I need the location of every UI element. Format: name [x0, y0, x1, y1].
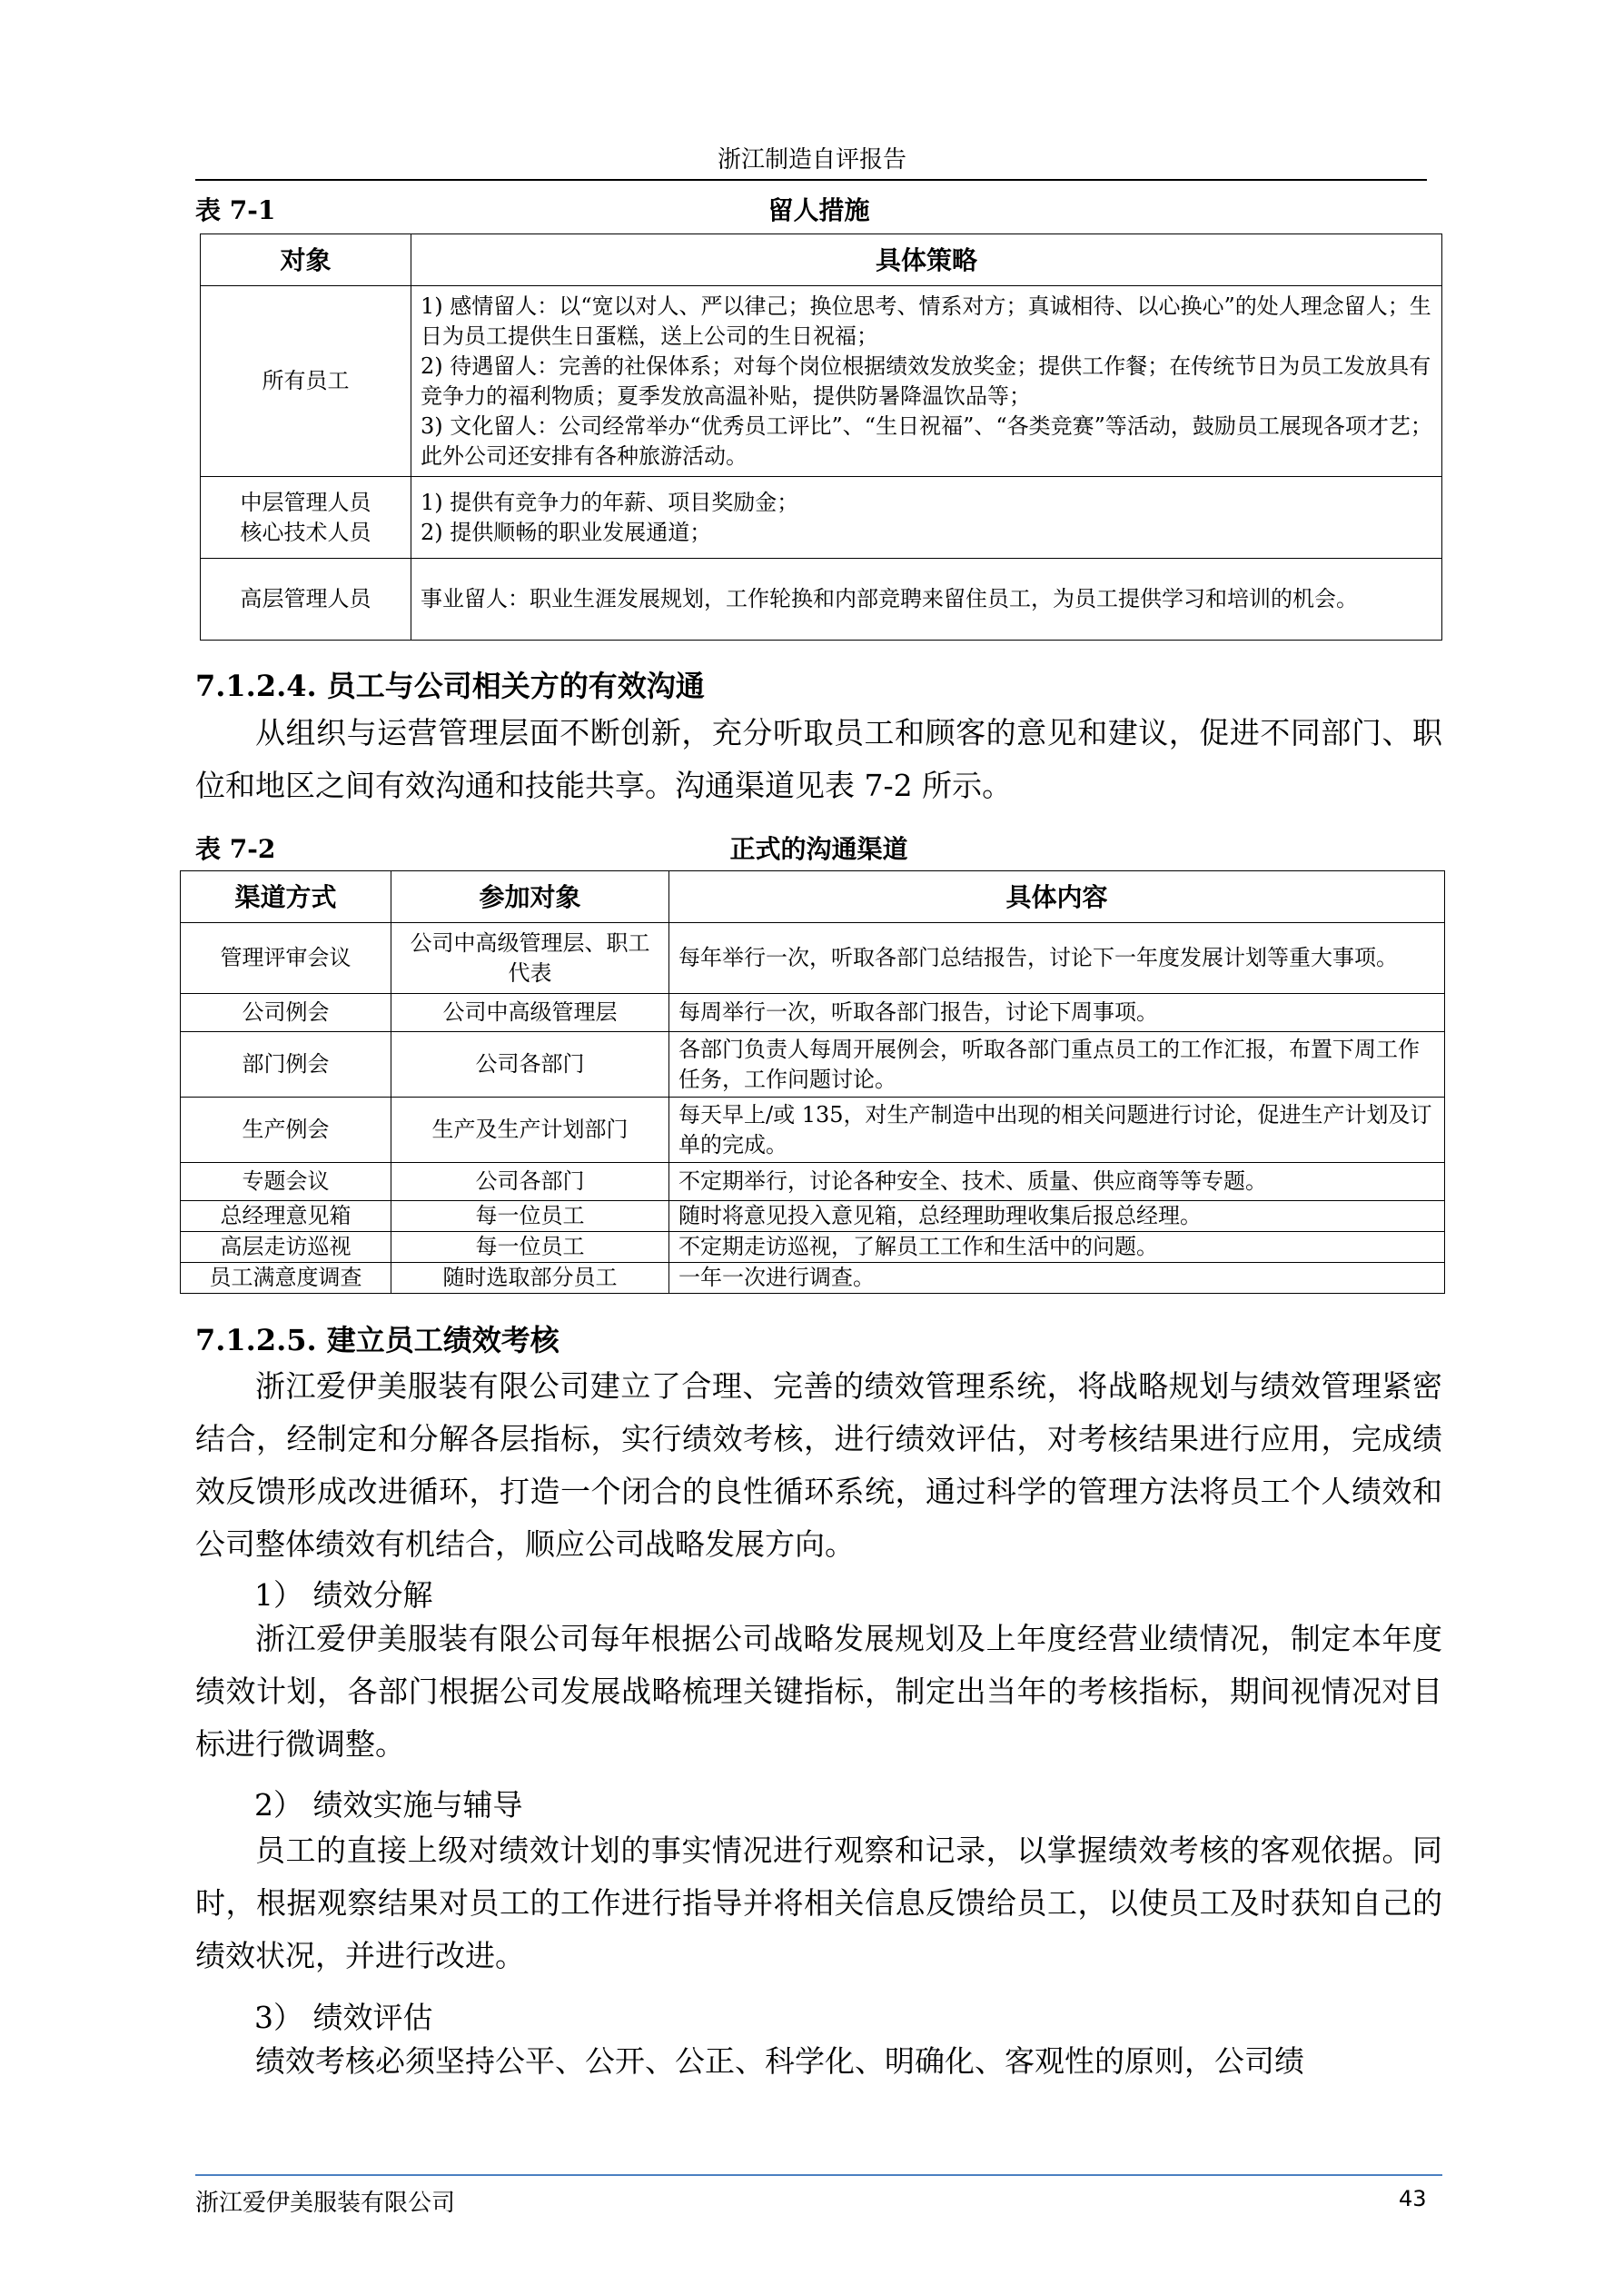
table-row [181, 1098, 1445, 1163]
list-item-decomposition: 1） 绩效分解 [254, 1577, 433, 1613]
cell-content: 不定期举行，讨论各种安全、技术、质量、供应商等等专题。 [669, 1163, 1445, 1201]
cell-participants: 公司中高级管理层 [391, 994, 669, 1032]
cell-channel: 员工满意度调查 [181, 1263, 391, 1294]
strategy-line: 2) 待遇留人：完善的社保体系；对每个岗位根据绩效发放奖金；提供工作餐；在传统节日为员工发放具有竞争力的福利物质；夏季发放高温补贴，提供防暑降温饮品等； [421, 353, 1431, 409]
section-heading-performance: 7.1.2.5. 建立员工绩效考核 [195, 1323, 559, 1357]
target-line: 中层管理人员 [240, 489, 371, 515]
table-row [201, 477, 1442, 559]
table-row [181, 1163, 1445, 1201]
cell-strategy [411, 286, 1442, 477]
table2-title: 正式的沟通渠道 [729, 834, 908, 864]
cell-target: 高层管理人员 [201, 559, 411, 641]
retention-table [200, 233, 1442, 641]
cell-participants: 随时选取部分员工 [391, 1263, 669, 1294]
target-line: 核心技术人员 [240, 519, 371, 545]
footer-divider [195, 2174, 1442, 2176]
paragraph-text: 浙江爱伊美服装有限公司每年根据公司战略发展规划及上年度经营业绩情况，制定本年度绩效计划，各部门根据公司发展战略梳理关键指标，制定出当年的考核指标，期间视情况对目标进行微调整。 [195, 1621, 1442, 1762]
paragraph-text: 员工的直接上级对绩效计划的事实情况进行观察和记录，以掌握绩效考核的客观依据。同时，根据观察结果对员工的工作进行指导并将相关信息反馈给员工，以使员工及时获知自己的绩效状况，并进行改进。 [195, 1833, 1442, 1973]
table2-caption [195, 830, 1442, 866]
cell-content: 一年一次进行调查。 [669, 1263, 1445, 1294]
column-header-strategy: 具体策略 [411, 234, 1442, 286]
cell-channel: 专题会议 [181, 1163, 391, 1201]
cell-target [201, 477, 411, 559]
page-number: 43 [1399, 2186, 1427, 2211]
cell-channel: 生产例会 [181, 1098, 391, 1163]
column-header-channel: 渠道方式 [181, 871, 391, 923]
cell-target: 所有员工 [201, 286, 411, 477]
cell-content: 各部门负责人每周开展例会，听取各部门重点员工的工作汇报，布置下周工作任务，工作问题讨论。 [669, 1032, 1445, 1098]
paragraph-text: 绩效考核必须坚持公平、公开、公正、科学化、明确化、客观性的原则，公司绩 [255, 2043, 1304, 2079]
evaluation-paragraph [195, 2035, 1442, 2088]
cell-channel: 管理评审会议 [181, 923, 391, 994]
column-header-content: 具体内容 [669, 871, 1445, 923]
cell-channel: 总经理意见箱 [181, 1201, 391, 1232]
paragraph-text: 浙江爱伊美服装有限公司建立了合理、完善的绩效管理系统，将战略规划与绩效管理紧密结合，经制定和分解各层指标，实行绩效考核，进行绩效评估，对考核结果进行应用，完成绩效反馈形成改进循环，打造一个闭合的良性循环系统，通过科学的管理方法将员工个人绩效和公司整体绩效有机结合，顺应公司战略发展方向。 [195, 1368, 1442, 1562]
table-row [181, 1232, 1445, 1263]
cell-strategy [411, 477, 1442, 559]
column-header-participants: 参加对象 [391, 871, 669, 923]
cell-content: 每天早上/或 135，对生产制造中出现的相关问题进行讨论，促进生产计划及订单的完成。 [669, 1098, 1445, 1163]
table1-number: 表 7-1 [195, 195, 276, 225]
table-row [201, 559, 1442, 641]
header-divider [195, 179, 1427, 181]
table1-title: 留人措施 [767, 195, 870, 225]
cell-channel: 公司例会 [181, 994, 391, 1032]
implementation-paragraph [195, 1824, 1442, 1982]
footer-company: 浙江爱伊美服装有限公司 [195, 2190, 456, 2217]
table-row [181, 1032, 1445, 1098]
cell-participants: 公司各部门 [391, 1032, 669, 1098]
cell-strategy: 事业留人：职业生涯发展规划，工作轮换和内部竞聘来留住员工，为员工提供学习和培训的机会。 [411, 559, 1442, 641]
cell-participants: 公司各部门 [391, 1163, 669, 1201]
cell-channel: 高层走访巡视 [181, 1232, 391, 1263]
strategy-line: 1) 感情留人：以“宽以对人、严以律己；换位思考、情系对方；真诚相待、以心换心”的处人理念留人；生日为员工提供生日蛋糕，送上公司的生日祝福； [421, 293, 1431, 349]
table-row [201, 286, 1442, 477]
cell-content: 每周举行一次，听取各部门报告，讨论下周事项。 [669, 994, 1445, 1032]
table-row [181, 1263, 1445, 1294]
column-header-target: 对象 [201, 234, 411, 286]
communication-channels-table [180, 870, 1445, 1294]
strategy-line: 1) 提供有竞争力的年薪、项目奖励金； [421, 489, 799, 515]
cell-participants: 每一位员工 [391, 1201, 669, 1232]
table2-number: 表 7-2 [195, 834, 276, 864]
cell-channel: 部门例会 [181, 1032, 391, 1098]
cell-content: 随时将意见投入意见箱，总经理助理收集后报总经理。 [669, 1201, 1445, 1232]
section-heading-communication: 7.1.2.4. 员工与公司相关方的有效沟通 [195, 669, 705, 703]
performance-intro [195, 1360, 1442, 1571]
cell-content: 不定期走访巡视，了解员工工作和生活中的问题。 [669, 1232, 1445, 1263]
cell-participants: 生产及生产计划部门 [391, 1098, 669, 1163]
table-row [181, 1201, 1445, 1232]
table-row [181, 994, 1445, 1032]
strategy-line: 2) 提供顺畅的职业发展通道； [421, 519, 712, 545]
strategy-line: 3) 文化留人：公司经常举办“优秀员工评比”、“生日祝福”、“各类竞赛”等活动，鼓励员工展现各项才艺；此外公司还安排有各种旅游活动。 [421, 412, 1432, 469]
table-header-row [201, 234, 1442, 286]
communication-paragraph [195, 707, 1442, 812]
page-header-title: 浙江制造自评报告 [717, 146, 906, 174]
table1-caption [195, 191, 1442, 227]
list-item-evaluation: 3） 绩效评估 [254, 2000, 433, 2035]
cell-content: 每年举行一次，听取各部门总结报告，讨论下一年度发展计划等重大事项。 [669, 923, 1445, 994]
cell-participants: 公司中高级管理层、职工代表 [391, 923, 669, 994]
table-header-row [181, 871, 1445, 923]
paragraph-text: 从组织与运营管理层面不断创新，充分听取员工和顾客的意见和建议，促进不同部门、职位和地区之间有效沟通和技能共享。沟通渠道见表 7-2 所示。 [195, 715, 1442, 803]
decomposition-paragraph [195, 1613, 1442, 1771]
list-item-implementation: 2） 绩效实施与辅导 [254, 1787, 523, 1823]
table-row [181, 923, 1445, 994]
cell-participants: 每一位员工 [391, 1232, 669, 1263]
